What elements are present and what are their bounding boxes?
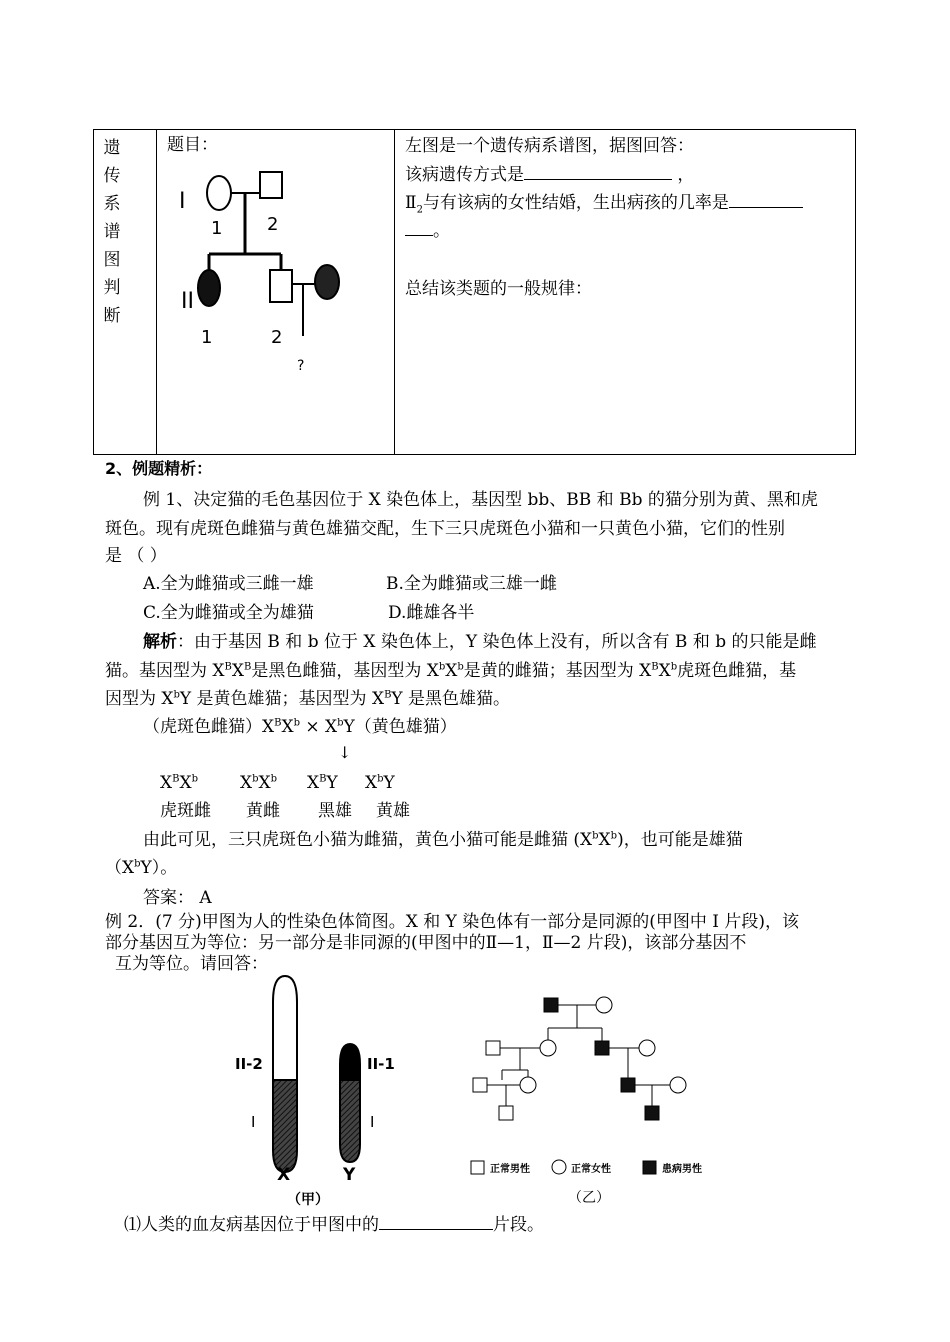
analysis-text-2e: 是黄的雌猫；基因型为 X (463, 661, 652, 681)
answer-text: 答案： A (143, 888, 212, 908)
answer-line-2-text: 该病遗传方式是 (405, 165, 524, 185)
question-cell (157, 130, 395, 455)
table-label: 遗传系谱图判断 (103, 137, 132, 326)
cross-line (143, 716, 457, 738)
pedigree-normal-male (499, 1106, 513, 1120)
pedigree-normal-female (596, 997, 612, 1013)
analysis-label: 解析 (143, 632, 177, 652)
offspring-3-label: 黑雄 (318, 801, 352, 821)
pedigree-normal-female (520, 1077, 536, 1093)
answer-cell (395, 130, 856, 455)
pedigree-normal-female (540, 1040, 556, 1056)
ex2-line-3: 互为等位。请回答： (115, 954, 268, 974)
sup: B (274, 717, 282, 729)
analysis-text-2b: X (231, 661, 244, 681)
pedigree-normal-male (473, 1078, 487, 1092)
sup: b (173, 689, 180, 701)
answer-line-2 (405, 163, 694, 186)
sup: b (191, 773, 198, 785)
cross-arrow: ↓ (338, 743, 352, 762)
gen-i-label: I (179, 189, 186, 214)
analysis-text-3c: Y 是黑色雄猫。 (391, 689, 511, 709)
sup: b (270, 773, 278, 785)
i1-number: 1 (211, 218, 223, 239)
conclusion-text-2b: Y）。 (140, 858, 178, 878)
conclusion-text-1: 由此可见，三只虎斑色小猫为雌猫，黄色小猫可能是雌猫 (X (143, 830, 593, 850)
option-b: B.全为雌猫或三雄一雌 (386, 574, 557, 594)
answer-line-3-end: 。 (433, 221, 450, 241)
analysis-text-2g: 虎斑色雌猫，基 (677, 661, 797, 681)
pedigree-spouse-affected-female (315, 265, 339, 299)
sup: B (243, 661, 252, 673)
answer-line-3-text: 与有该病的女性结婚，生出病孩的几率是 (422, 193, 729, 213)
cross-female: （虎斑色雌猫）X (143, 717, 275, 737)
cross-times: × X (299, 717, 338, 737)
cross-male: Y（黄色雄猫） (343, 717, 457, 737)
ex1-line-2: 斑色。现有虎斑色雌猫与黄色雄猫交配，生下三只虎斑色小猫和一只黄色小猫，它们的性别 (105, 519, 785, 539)
analysis-text-3b: Y 是黄色雄猫；基因型为 X (179, 689, 385, 709)
ex1-line-1: 例 1、决定猫的毛色基因位于 X 染色体上，基因型 bb、BB 和 Bb 的猫分别为黄、黑和虎 (143, 490, 818, 510)
sup: B (319, 773, 327, 785)
sup: B (172, 773, 180, 785)
question-1 (124, 1213, 544, 1236)
label-ii1: II-1 (367, 1055, 395, 1073)
y-chromosome-nonhomologous (340, 1044, 360, 1080)
conclusion-line-2 (105, 857, 177, 879)
offspring-1-genotype: $X^BX^b$ (160, 773, 198, 793)
label-ii2: II-2 (235, 1055, 263, 1073)
pedigree-diagram (167, 158, 367, 378)
pedigree-normal-male (486, 1041, 500, 1055)
option-d: D.雌雄各半 (388, 603, 475, 623)
ex2-line-2: 部分基因互为等位：另一部分是非同源的(甲图中的Ⅱ—1，Ⅱ—2 片段)，该部分基因不 (105, 933, 747, 953)
figure-jia (225, 972, 415, 1212)
figure-yi (462, 990, 727, 1212)
question-1-text: ⑴人类的血友病基因位于甲图中的 (124, 1215, 379, 1235)
sup: b (252, 773, 259, 785)
ex1-line-3: 是 （ ） (105, 546, 167, 566)
sup: b (457, 661, 464, 673)
conclusion-text-1b: X (598, 830, 611, 850)
option-a: A.全为雌猫或三雌一雄 (143, 574, 314, 594)
answer-line-3 (405, 191, 803, 214)
sup: b (134, 858, 141, 870)
x-label: X (277, 1165, 291, 1185)
conclusion-line-1 (143, 829, 743, 851)
offspring-4-genotype: $X^bY$ (365, 773, 395, 793)
ex2-line-1: 例 2．(7 分)甲图为人的性染色体简图。X 和 Y 染色体有一部分是同源的(甲图中 I 片段)，该 (105, 912, 800, 932)
sup: b (293, 717, 300, 729)
answer-line-4: 总结该类题的一般规律： (405, 279, 592, 299)
pedigree-affected-male (645, 1106, 659, 1120)
blank-probability-cont[interactable] (405, 219, 433, 236)
pedigree-normal-female (670, 1077, 686, 1093)
child-unknown: ? (297, 358, 305, 374)
pedigree-ii2-male (270, 270, 292, 302)
sup: b (610, 830, 618, 842)
x-chromosome-homologous (273, 1080, 297, 1172)
analysis-text-1: ：由于基因 B 和 b 位于 X 染色体上，Y 染色体上没有，所以含有 B 和 b 的只能是雌 (177, 632, 817, 652)
offspring-2-label: 黄雌 (246, 801, 280, 821)
blank-probability[interactable] (729, 191, 803, 208)
analysis-text-2a: 猫。基因型为 X (105, 661, 225, 681)
conclusion-text-1c: )，也可能是雄猫 (617, 830, 743, 850)
gen-ii-label: II (181, 289, 194, 314)
blank-hemophilia-segment[interactable] (379, 1213, 493, 1230)
cross-mid: X (281, 717, 294, 737)
answer-line-3-roman: Ⅱ (405, 193, 417, 213)
pedigree-i1-female (207, 176, 231, 210)
analysis-text-2d: X (445, 661, 458, 681)
legend-normal-male-icon (471, 1161, 484, 1174)
sup: b (438, 661, 446, 673)
answer-line-1: 左图是一个遗传病系谱图，据图回答： (405, 136, 694, 156)
sup: B (384, 689, 392, 701)
legend-normal-female-icon (552, 1160, 566, 1174)
answer-line-2-end: ， (677, 165, 695, 185)
offspring-3-genotype: $X^BY$ (307, 773, 338, 793)
caption-yi: （乙） (568, 1190, 610, 1206)
section-heading: 2、例题精析： (105, 459, 213, 478)
answer-line-3-sub: 2 (416, 204, 423, 216)
sup: b (377, 773, 384, 785)
conclusion-text-2a: （X (105, 858, 135, 878)
sup: b (592, 830, 599, 842)
caption-jia: （甲） (287, 1192, 329, 1208)
i2-number: 2 (267, 214, 279, 235)
answer-line-3b (405, 219, 450, 242)
pedigree-affected-male (595, 1041, 609, 1055)
legend-affected-male: 患病男性 (662, 1164, 702, 1175)
question-1-end: 片段。 (493, 1215, 544, 1235)
pedigree-i2-male (260, 172, 282, 198)
analysis-line-3 (105, 688, 510, 710)
sup: b (337, 717, 344, 729)
pedigree-ii1-affected-female (198, 270, 220, 306)
offspring-2-genotype: $X^bX^b$ (240, 773, 278, 793)
pedigree-affected-male (544, 998, 558, 1012)
analysis-text-3a: 因型为 X (105, 689, 174, 709)
legend-normal-male: 正常男性 (490, 1164, 530, 1175)
offspring-4-label: 黄雄 (376, 801, 410, 821)
label-i-right: I (370, 1113, 375, 1131)
legend-normal-female: 正常女性 (571, 1164, 611, 1175)
sup: B (224, 661, 232, 673)
y-chromosome-homologous (340, 1080, 360, 1162)
x-chromosome-nonhomologous (273, 976, 297, 1080)
sup: b (670, 661, 678, 673)
analysis-text-2c: 是黑色雌猫，基因型为 X (251, 661, 439, 681)
table-label-cell (94, 130, 157, 455)
legend-affected-male-icon (643, 1161, 656, 1174)
blank-inheritance-mode[interactable] (524, 163, 672, 180)
analysis-line-2 (105, 660, 796, 682)
offspring-1-label: 虎斑雌 (160, 801, 211, 821)
sup: B (651, 661, 659, 673)
ii2-number: 2 (271, 327, 283, 348)
analysis-line-1 (143, 631, 817, 653)
pedigree-affected-male (621, 1078, 635, 1092)
judgment-table (93, 129, 856, 455)
label-i-left: I (251, 1113, 256, 1131)
ii1-number: 1 (201, 327, 213, 348)
question-title: 题目： (167, 135, 218, 155)
option-c: C.全为雌猫或全为雄猫 (143, 603, 314, 623)
analysis-text-2f: X (658, 661, 671, 681)
y-label: Y (343, 1165, 356, 1185)
pedigree-normal-female (639, 1040, 655, 1056)
